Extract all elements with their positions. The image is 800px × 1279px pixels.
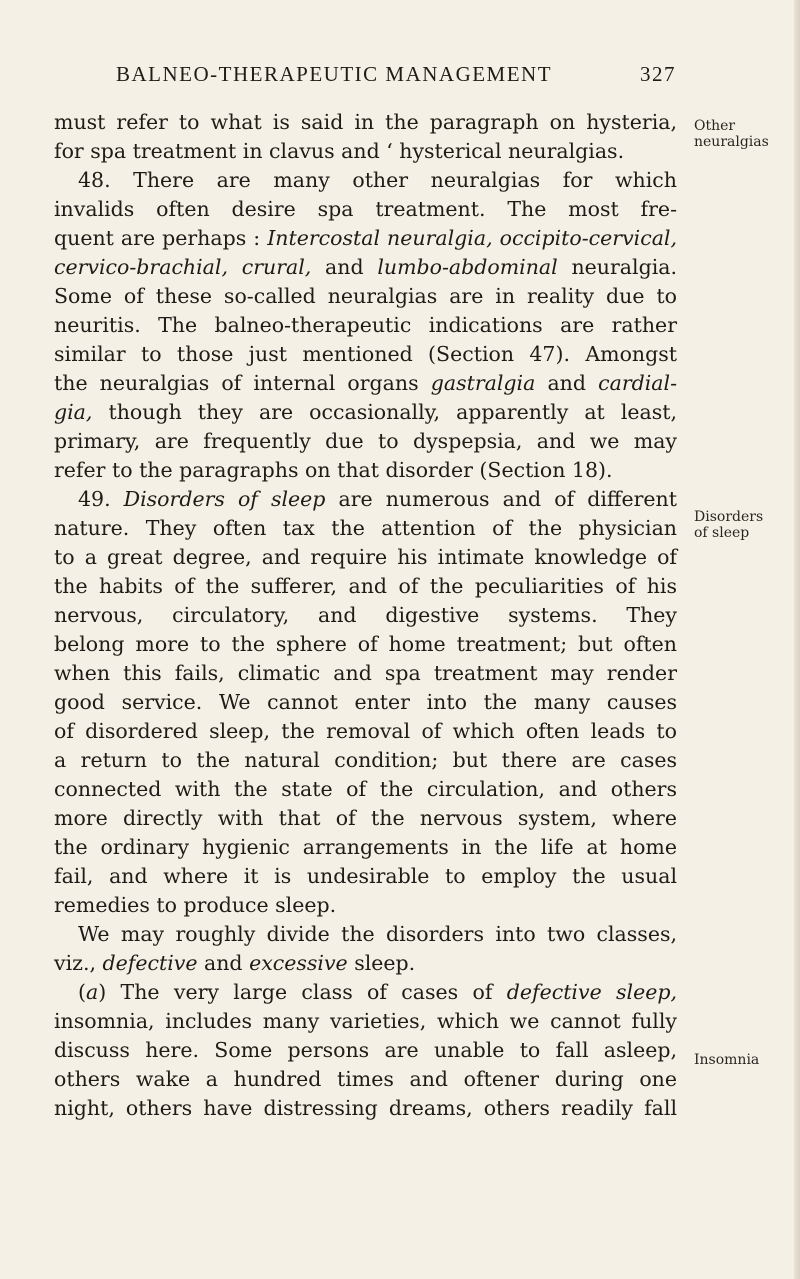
text-line: when this fails, climatic and spa treatment may render xyxy=(54,661,677,685)
text-line: viz., defective and excessive sleep. xyxy=(54,951,416,975)
text-line: of disordered sleep, the removal of which often leads to xyxy=(54,719,677,743)
text-line: remedies to produce sleep. xyxy=(54,893,337,917)
text-line: We may roughly divide the disorders into two classes, xyxy=(78,922,677,946)
text-line: Some of these so-called neuralgias are in reality due to xyxy=(54,284,677,308)
text-line: connected with the state of the circulation, and others xyxy=(54,777,677,801)
text-line: nervous, circulatory, and digestive systems. They xyxy=(54,603,677,627)
page-edge xyxy=(794,0,800,1279)
text-line: belong more to the sphere of home treatment; but often xyxy=(54,632,677,656)
text-line: a return to the natural condition; but there are cases xyxy=(54,748,677,772)
text-line: refer to the paragraphs on that disorder (Section 18). xyxy=(54,458,613,482)
text-line: night, others have distressing dreams, others readily fall xyxy=(54,1096,677,1120)
text-line: the ordinary hygienic arrangements in the life at home xyxy=(54,835,677,859)
text-line: cervico-brachial, crural, and lumbo-abdominal neuralgia. xyxy=(54,255,677,279)
margin-note-other-neuralgias: Other neuralgias xyxy=(694,118,769,150)
margin-note-insomnia: Insomnia xyxy=(694,1052,760,1068)
text-line: similar to those just mentioned (Section 47). Amongst xyxy=(54,342,677,366)
text-line: insomnia, includes many varieties, which we cannot fully xyxy=(54,1009,677,1033)
running-title: BALNEO-THERAPEUTIC MANAGEMENT xyxy=(116,62,553,86)
text-line: quent are perhaps : Intercostal neuralgia, occipito-cervical, xyxy=(54,226,677,250)
text-line: 48. There are many other neuralgias for which xyxy=(78,168,677,192)
text-line: nature. They often tax the attention of the physician xyxy=(54,516,677,540)
margin-note-disorders-of-sleep: Disorders of sleep xyxy=(694,509,764,541)
text-line: for spa treatment in clavus and ‘ hysterical neuralgias. xyxy=(54,139,625,163)
text-line: good service. We cannot enter into the many causes xyxy=(54,690,677,714)
page-number: 327 xyxy=(640,62,676,86)
body-text xyxy=(54,108,677,1123)
text-line: others wake a hundred times and oftener during one xyxy=(54,1067,677,1091)
text-line: the habits of the sufferer, and of the peculiarities of his xyxy=(54,574,677,598)
running-head xyxy=(116,62,676,92)
text-line: primary, are frequently due to dyspepsia, and we may xyxy=(54,429,677,453)
text-line: gia, though they are occasionally, apparently at least, xyxy=(54,400,677,424)
text-line: must refer to what is said in the paragraph on hysteria, xyxy=(54,110,677,134)
text-line: discuss here. Some persons are unable to fall asleep, xyxy=(54,1038,677,1062)
text-line: 49. Disorders of sleep are numerous and of different xyxy=(78,487,677,511)
text-line: fail, and where it is undesirable to employ the usual xyxy=(54,864,677,888)
text-line: neuritis. The balneo-therapeutic indications are rather xyxy=(54,313,677,337)
text-line: (a) The very large class of cases of defective sleep, xyxy=(78,980,677,1004)
text-line: more directly with that of the nervous system, where xyxy=(54,806,677,830)
text-line: to a great degree, and require his intimate knowledge of xyxy=(54,545,677,569)
text-line: the neuralgias of internal organs gastralgia and cardial- xyxy=(54,371,677,395)
text-line: invalids often desire spa treatment. The most fre- xyxy=(54,197,677,221)
